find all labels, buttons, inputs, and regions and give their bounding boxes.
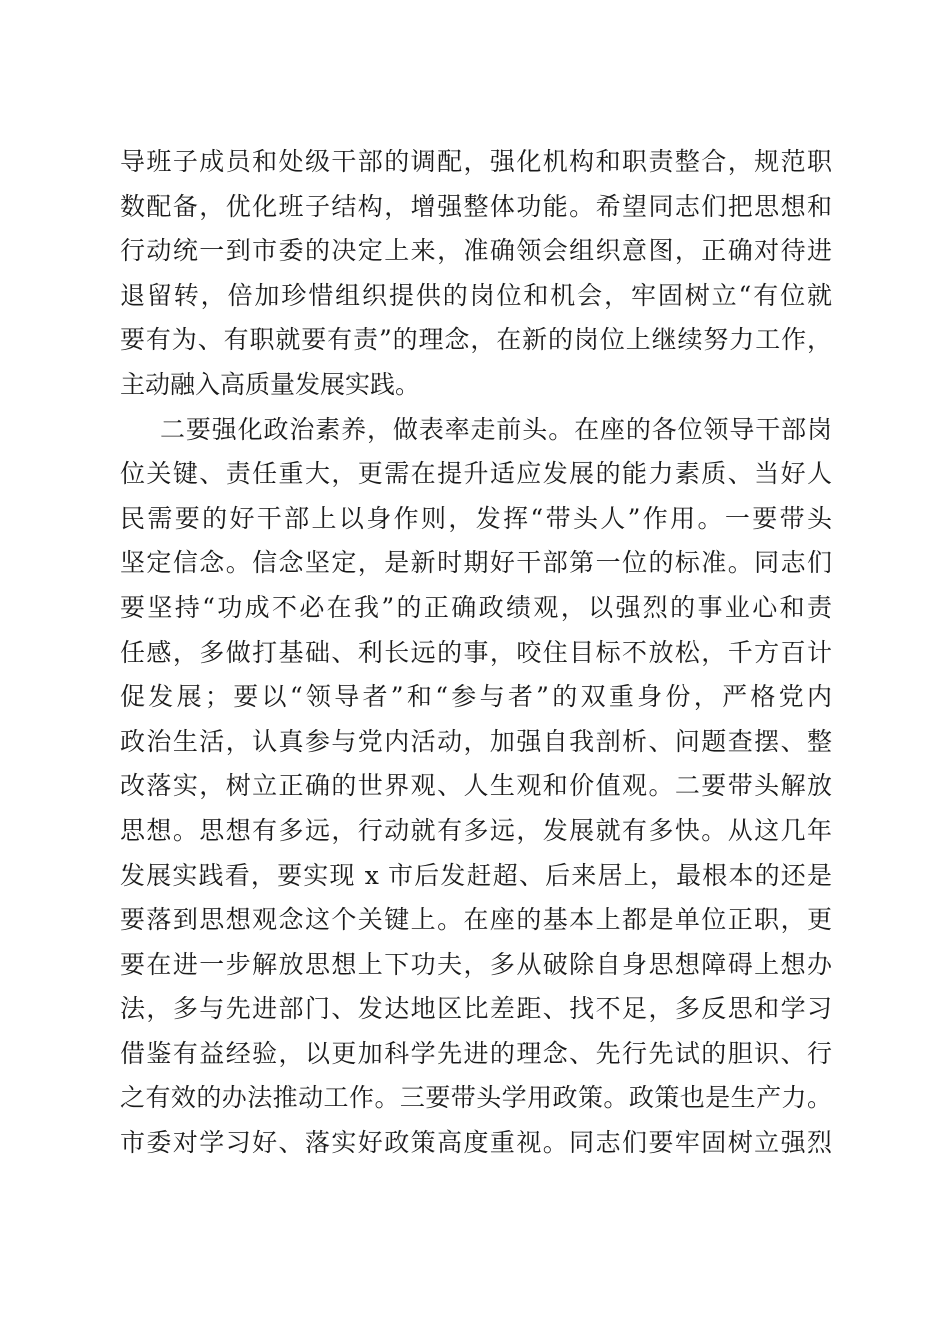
text-line: 思想。思想有多远，行动就有多远，发展就有多快。从这几年 — [120, 815, 832, 845]
paragraph-first-line: 二要强化政治素养，做表率走前头。在座的各位领导干部岗 — [160, 414, 832, 444]
text-line: 政治生活，认真参与党内活动，加强自我剖析、问题查摆、整 — [120, 726, 832, 756]
text-line: 要落到思想观念这个关键上。在座的基本上都是单位正职，更 — [120, 905, 832, 935]
text-line: 促发展；要以“领导者”和“参与者”的双重身份，严格党内 — [120, 682, 832, 712]
text-line: 市委对学习好、落实好政策高度重视。同志们要牢固树立强烈 — [120, 1128, 832, 1158]
text-line: 数配备，优化班子结构，增强整体功能。希望同志们把思想和 — [120, 191, 832, 221]
text-line: 要在进一步解放思想上下功夫，多从破除自身思想障碍上想办 — [120, 949, 832, 979]
text-line: 退留转，倍加珍惜组织提供的岗位和机会，牢固树立“有位就 — [120, 280, 832, 310]
text-line: 要坚持“功成不必在我”的正确政绩观，以强烈的事业心和责 — [120, 592, 832, 622]
text-line: 位关键、责任重大，更需在提升适应发展的能力素质、当好人 — [120, 459, 832, 489]
text-line: 行动统一到市委的决定上来，准确领会组织意图，正确对待进 — [120, 236, 832, 266]
text-line: 借鉴有益经验，以更加科学先进的理念、先行先试的胆识、行 — [120, 1038, 832, 1068]
text-line: 之有效的办法推动工作。三要带头学用政策。政策也是生产力。 — [120, 1083, 832, 1113]
text-line: 改落实，树立正确的世界观、人生观和价值观。二要带头解放 — [120, 771, 832, 801]
text-line: 法，多与先进部门、发达地区比差距、找不足，多反思和学习 — [120, 994, 832, 1024]
text-line: 发展实践看，要实现 x 市后发赶超、后来居上，最根本的还是 — [120, 860, 832, 890]
text-line: 任感，多做打基础、利长远的事，咬住目标不放松，千方百计 — [120, 637, 832, 667]
text-line: 坚定信念。信念坚定，是新时期好干部第一位的标准。同志们 — [120, 548, 832, 578]
text-line: 主动融入高质量发展实践。 — [120, 369, 421, 399]
text-line: 导班子成员和处级干部的调配，强化机构和职责整合，规范职 — [120, 147, 832, 176]
text-line: 民需要的好干部上以身作则，发挥“带头人”作用。一要带头 — [120, 503, 832, 533]
text-line: 要有为、有职就要有责”的理念，在新的岗位上继续努力工作， — [120, 325, 832, 355]
body-text — [120, 140, 832, 1166]
